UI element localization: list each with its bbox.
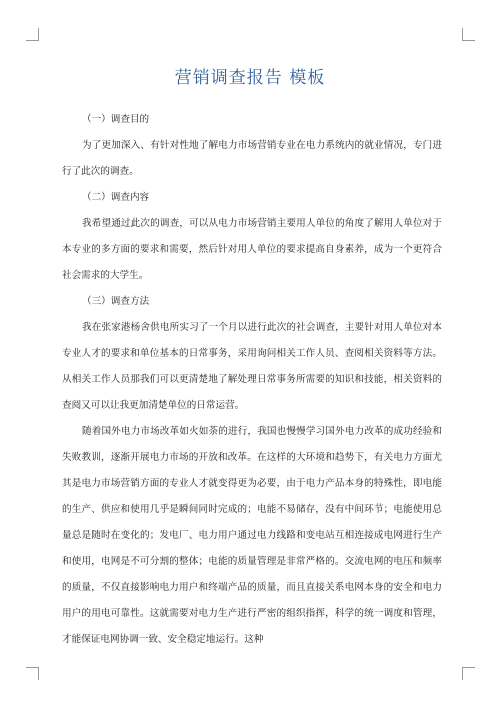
section-heading-method: （三）调查方法 <box>82 296 150 307</box>
paragraph-purpose: 为了更加深入、有针对性地了解电力市场营销专业在电力系统内的就业情况，专门进行了此次的调查。 <box>62 140 442 177</box>
paragraph-content: 我希望通过此次的调查，可以从电力市场营销主要用人单位的角度了解用人单位对于本专业的多方面的要求和需要，然后针对用人单位的要求提高自身素养，成为一个更符合社会需求的大学生。 <box>62 218 442 281</box>
section-heading-content: （二）调查内容 <box>82 192 150 203</box>
document-body <box>62 107 442 653</box>
crop-mark-top-right <box>462 28 475 41</box>
section-heading-purpose: （一）调查目的 <box>82 114 150 125</box>
crop-mark-bottom-left <box>26 667 39 680</box>
paragraph-method: 我在张家港杨舍供电所实习了一个月以进行此次的社会调查，主要针对用人单位对本专业人才的要求和单位基本的日常事务，采用询问相关工作人员、查阅相关资料等方法。从相关工作人员那我们可以更清楚地了解处理日常事务所需要的知识和技能，相关资料的查阅又可以让我更加清楚单位的日常运营。 <box>62 322 442 411</box>
crop-mark-top-left <box>26 28 39 41</box>
document-title: 营销调查报告 模板 <box>174 68 326 88</box>
crop-mark-bottom-right <box>462 667 475 680</box>
paragraph-background: 随着国外电力市场改革如火如荼的进行，我国也慢慢学习国外电力改革的成功经验和失败教训，逐渐开展电力市场的开放和改革。在这样的大环境和趋势下，有关电力方面尤其是电力市场营销方面的专业人才就变得更为必要，由于电力产品本身的特殊性，即电能的生产、供应和使用几乎是瞬间同时完成的；电能不易储存，没有中间环节；电能使用总量总是随时在变化的；发电厂、电力用户通过电力线路和变电站互相连接成电网进行生产和使用，电网是不可分割的整体；电能的质量管理是非常严格的。交流电网的电压和频率的质量，不仅直接影响电力用户和终端产品的质量，而且直接关系电网本身的安全和电力用户的用电可靠性。这就需要对电力生产进行严密的组织指挥，科学的统一调度和管理，才能保证电网协调一致、安全稳定地运行。这种 <box>62 426 442 645</box>
